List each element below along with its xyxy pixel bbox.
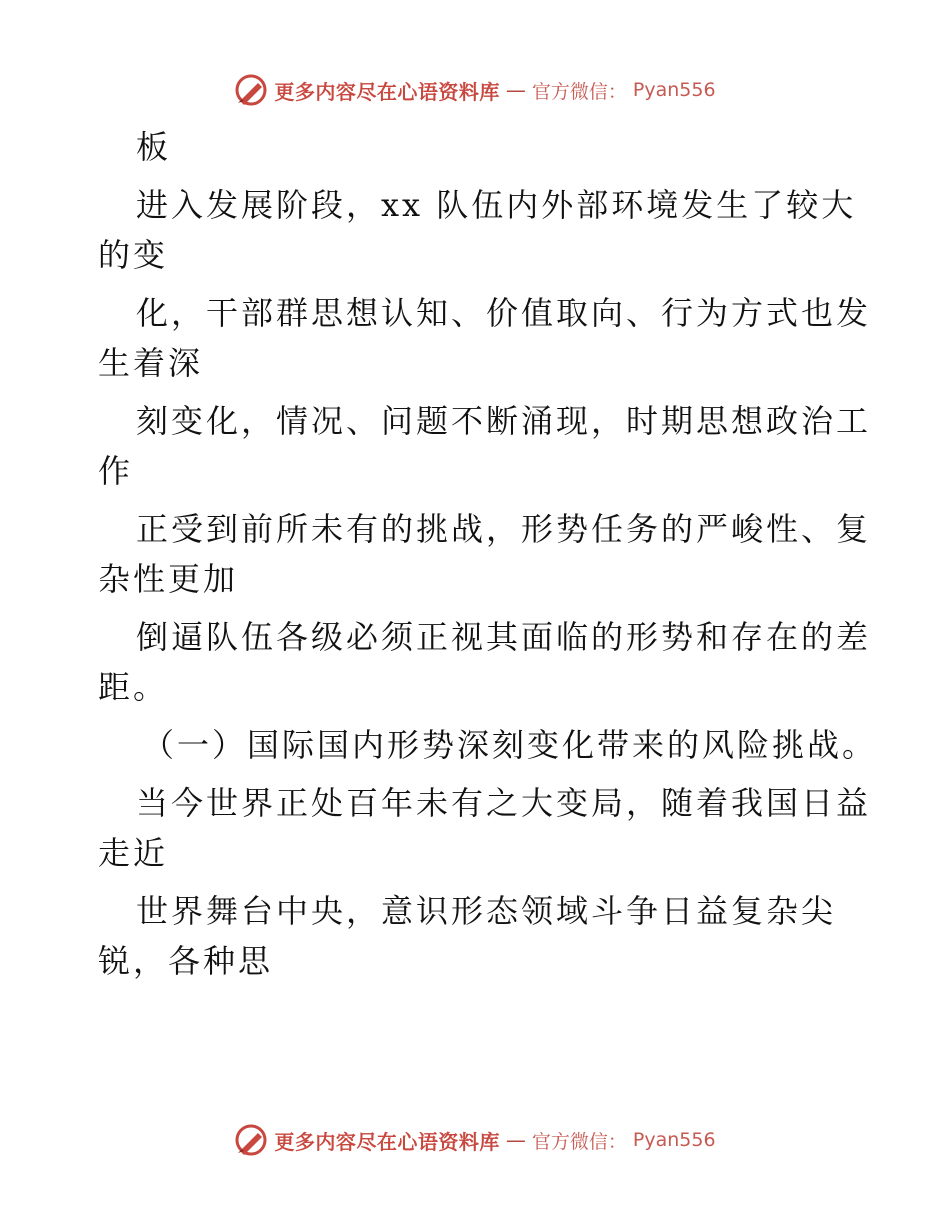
text-line: 正受到前所未有的挑战，形势任务的严峻性、复 — [136, 510, 872, 548]
text-line: 距。 — [98, 668, 169, 706]
document-body — [98, 122, 878, 986]
text-line: 板 — [136, 128, 172, 166]
watermark-brand: 更多内容尽在心语资料库 — [274, 1129, 500, 1154]
footer-watermark — [0, 1120, 950, 1160]
text-line: 当今世界正处百年未有之大变局，随着我国日益 — [136, 784, 872, 822]
watermark-wechat-id: Pyan556 — [632, 1129, 716, 1151]
text-line: 走近 — [98, 834, 169, 872]
watermark-wechat-id: Pyan556 — [632, 79, 716, 101]
watermark-separator: — — [505, 1128, 526, 1152]
pen-logo-icon — [234, 1123, 268, 1157]
text-line: 作 — [98, 452, 134, 490]
header-watermark — [0, 70, 950, 110]
pen-logo-icon — [234, 73, 268, 107]
text-line: 生着深 — [98, 344, 204, 382]
text-line: 锐，各种思 — [98, 942, 274, 980]
text-line: 倒逼队伍各级必须正视其面临的形势和存在的差 — [136, 618, 872, 656]
watermark-wechat-label: 官方微信： — [531, 80, 627, 103]
text-line: 的变 — [98, 236, 169, 274]
watermark-separator: — — [505, 78, 526, 102]
text-line: 进入发展阶段，xx 队伍内外部环境发生了较大 — [136, 186, 857, 224]
watermark-wechat-label: 官方微信： — [531, 1130, 627, 1153]
watermark-brand: 更多内容尽在心语资料库 — [274, 79, 500, 104]
text-line: 世界舞台中央，意识形态领域斗争日益复杂尖 — [136, 892, 837, 930]
text-line: 刻变化，情况、问题不断涌现，时期思想政治工 — [136, 402, 872, 440]
text-line: 化，干部群思想认知、价值取向、行为方式也发 — [136, 294, 872, 332]
text-line: 杂性更加 — [98, 560, 239, 598]
section-heading: （一）国际国内形势深刻变化带来的风险挑战。 — [142, 726, 878, 764]
